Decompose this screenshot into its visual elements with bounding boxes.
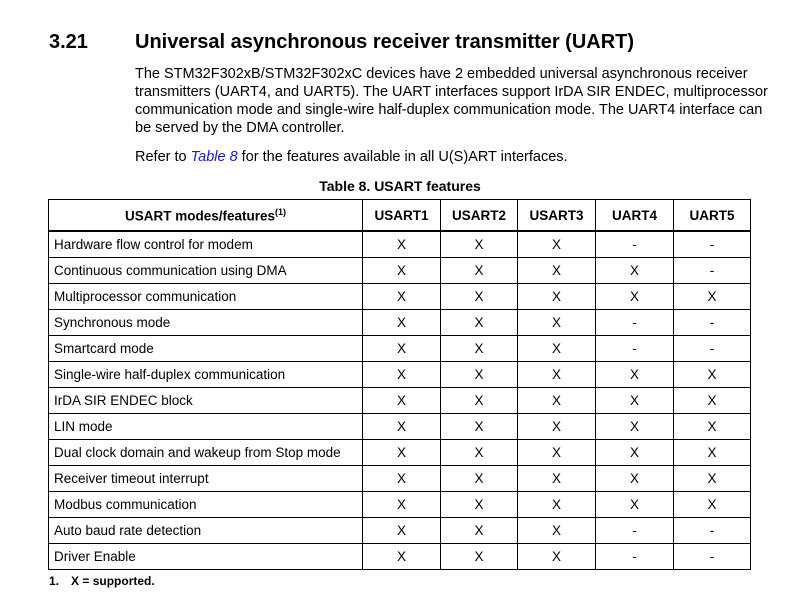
value-cell: X [441,388,518,414]
table-header-row [49,200,751,232]
value-cell: X [363,388,441,414]
table-row [49,466,751,492]
value-cell: X [363,492,441,518]
feature-cell: LIN mode [49,414,363,440]
table-row [49,414,751,440]
value-cell: X [518,518,596,544]
table-row [49,544,751,570]
value-cell: - [596,310,674,336]
value-cell: X [441,362,518,388]
value-cell: X [363,231,441,258]
value-cell: X [441,231,518,258]
value-cell: X [596,440,674,466]
value-cell: X [363,518,441,544]
value-cell: X [441,414,518,440]
value-cell: X [596,466,674,492]
value-cell: - [674,518,751,544]
value-cell: - [596,544,674,570]
footnote-text: X = supported. [71,574,155,588]
reference-text-before: Refer to [135,149,191,165]
feature-cell: Receiver timeout interrupt [49,466,363,492]
header-usart3: USART3 [518,200,596,232]
value-cell: X [518,362,596,388]
value-cell: X [518,231,596,258]
value-cell: X [518,492,596,518]
value-cell: X [518,466,596,492]
value-cell: X [363,362,441,388]
value-cell: X [363,466,441,492]
value-cell: X [596,492,674,518]
feature-cell: Modbus communication [49,492,363,518]
table-row [49,284,751,310]
feature-cell: Smartcard mode [49,336,363,362]
value-cell: - [674,231,751,258]
value-cell: - [674,258,751,284]
table-row [49,336,751,362]
feature-cell: Hardware flow control for modem [49,231,363,258]
table-caption: Table 8. USART features [319,178,481,194]
value-cell: X [363,414,441,440]
table-8-link[interactable]: Table 8 [190,149,238,165]
value-cell: X [441,336,518,362]
value-cell: X [363,310,441,336]
table-row [49,440,751,466]
table-row [49,518,751,544]
value-cell: X [674,388,751,414]
value-cell: X [674,466,751,492]
header-usart1: USART1 [363,200,441,232]
value-cell: X [441,258,518,284]
table-row [49,362,751,388]
value-cell: - [674,336,751,362]
reference-text-after: for the features available in all U(S)ART interfaces. [237,149,568,165]
header-usart2: USART2 [441,200,518,232]
value-cell: X [441,518,518,544]
intro-paragraph: The STM32F302xB/STM32F302xC devices have 2 embedded universal asynchronous receiver transmitters (UART4, and UART5). The UART interfaces support IrDA SIR ENDEC, multiprocessor communication mode and single-wire half-duplex communication mode. The UART4 interface can be served by the DMA controller. [135,66,768,136]
feature-cell: Driver Enable [49,544,363,570]
header-uart5: UART5 [674,200,751,232]
value-cell: X [596,258,674,284]
feature-cell: Synchronous mode [49,310,363,336]
table-row [49,231,751,258]
footnote-ref: (1) [275,206,287,217]
feature-cell: Auto baud rate detection [49,518,363,544]
value-cell: X [596,388,674,414]
feature-cell: Continuous communication using DMA [49,258,363,284]
value-cell: X [518,388,596,414]
value-cell: X [674,414,751,440]
value-cell: X [363,336,441,362]
value-cell: X [441,284,518,310]
header-feature [49,200,363,232]
value-cell: X [518,440,596,466]
value-cell: - [596,518,674,544]
value-cell: X [518,310,596,336]
feature-cell: IrDA SIR ENDEC block [49,388,363,414]
value-cell: X [518,336,596,362]
value-cell: X [363,258,441,284]
value-cell: X [674,492,751,518]
header-feature-label: USART modes/features [124,208,276,224]
value-cell: X [363,284,441,310]
table-row [49,388,751,414]
feature-cell: Single-wire half-duplex communication [49,362,363,388]
value-cell: X [441,492,518,518]
value-cell: X [441,466,518,492]
value-cell: X [363,440,441,466]
value-cell: X [441,310,518,336]
feature-cell: Multiprocessor communication [49,284,363,310]
footnote-number: 1. [49,574,60,588]
header-uart4: UART4 [596,200,674,232]
value-cell: X [518,284,596,310]
value-cell: X [518,258,596,284]
value-cell: X [674,362,751,388]
table-row [49,258,751,284]
reference-paragraph [135,148,775,166]
value-cell: X [596,414,674,440]
value-cell: X [596,284,674,310]
section-title: Universal asynchronous receiver transmitter (UART) [135,31,635,53]
table-row [49,310,751,336]
value-cell: X [441,544,518,570]
table-row [49,492,751,518]
value-cell: - [674,544,751,570]
section-number: 3.21 [49,31,88,53]
feature-cell: Dual clock domain and wakeup from Stop mode [49,440,363,466]
value-cell: - [674,310,751,336]
value-cell: X [674,284,751,310]
usart-features-table [48,199,751,570]
value-cell: - [596,336,674,362]
value-cell: X [518,544,596,570]
value-cell: X [363,544,441,570]
table-footnote [49,574,155,588]
value-cell: X [518,414,596,440]
value-cell: X [596,362,674,388]
value-cell: X [441,440,518,466]
value-cell: X [674,440,751,466]
value-cell: - [596,231,674,258]
